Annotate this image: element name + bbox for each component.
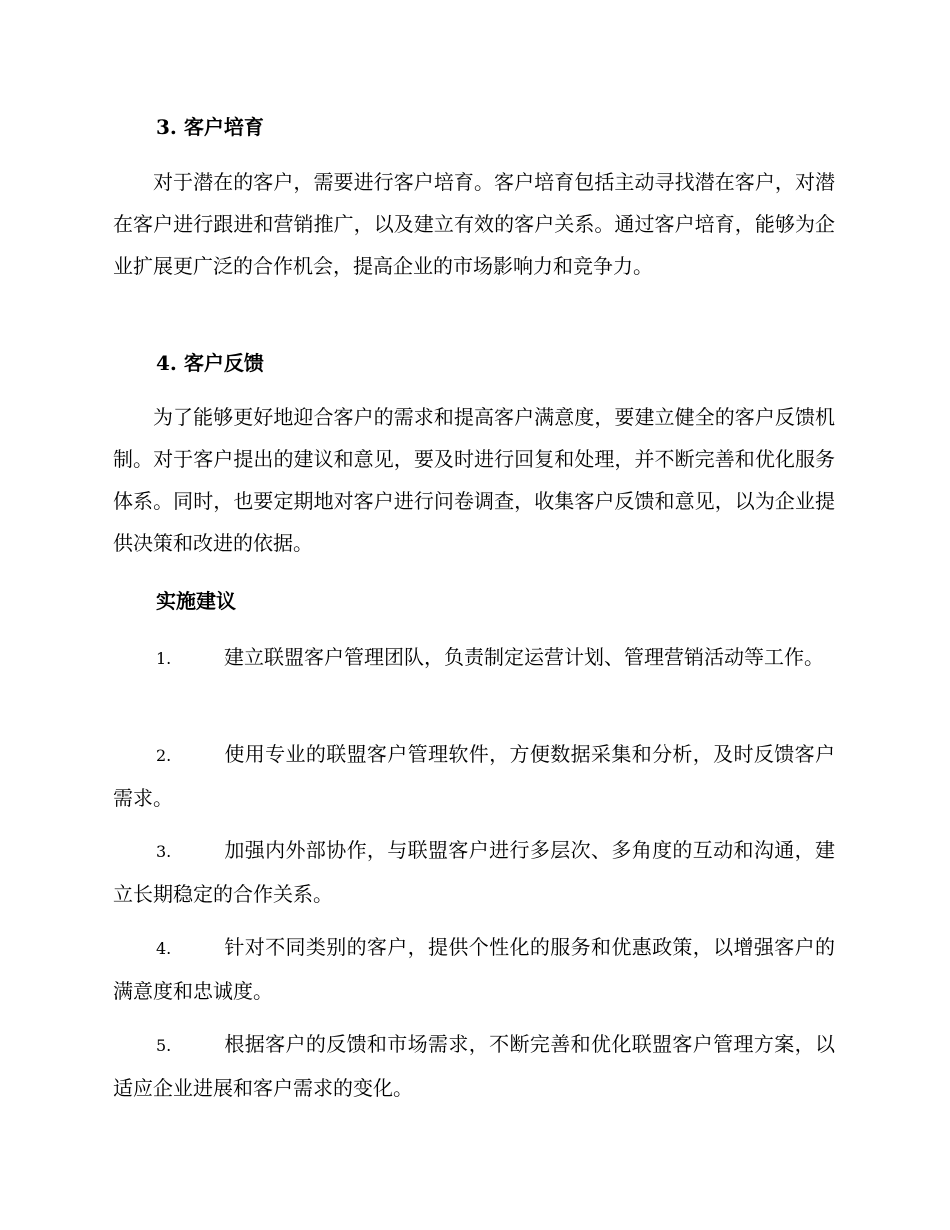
list-item-text: 加强内外部协作，与联盟客户进行多层次、多角度的互动和沟通，建立长期稳定的合作关系。 [113, 838, 835, 906]
list-item-number: 1. [156, 649, 172, 668]
section-paragraph-customer-feedback: 为了能够更好地迎合客户的需求和提高客户满意度，要建立健全的客户反馈机制。对于客户提出的建议和意见，要及时进行回复和处理，并不断完善和优化服务体系。同时，也要定期地对客户进行问卷调查，收集客户反馈和意见，以为企业提供决策和改进的依据。 [113, 405, 835, 555]
list-item [113, 926, 835, 1012]
list-item-text: 使用专业的联盟客户管理软件，方便数据采集和分析，及时反馈客户需求。 [113, 742, 835, 810]
list-item-text: 针对不同类别的客户，提供个性化的服务和优惠政策，以增强客户的满意度和忠诚度。 [113, 935, 835, 1003]
list-item-number: 4. [156, 939, 172, 958]
list-item-text: 建立联盟客户管理团队，负责制定运营计划、管理营销活动等工作。 [224, 645, 824, 669]
recommendations-heading: 实施建议 [156, 589, 236, 613]
list-item [113, 1023, 835, 1109]
list-item [113, 733, 835, 819]
list-item-number: 5. [156, 1036, 172, 1055]
list-item-number: 3. [156, 842, 172, 861]
list-item [113, 636, 835, 680]
section-heading-customer-cultivation: 3. 客户培育 [156, 115, 264, 139]
section-paragraph-customer-cultivation: 对于潜在的客户，需要进行客户培育。客户培育包括主动寻找潜在客户，对潜在客户进行跟进和营销推广，以及建立有效的客户关系。通过客户培育，能够为企业扩展更广泛的合作机会，提高企业的市场影响力和竞争力。 [113, 170, 835, 278]
section-heading-customer-feedback: 4. 客户反馈 [156, 351, 264, 375]
list-item [113, 829, 835, 915]
list-item-text: 根据客户的反馈和市场需求，不断完善和优化联盟客户管理方案，以适应企业进展和客户需求的变化。 [113, 1032, 835, 1100]
list-item-number: 2. [156, 746, 172, 765]
